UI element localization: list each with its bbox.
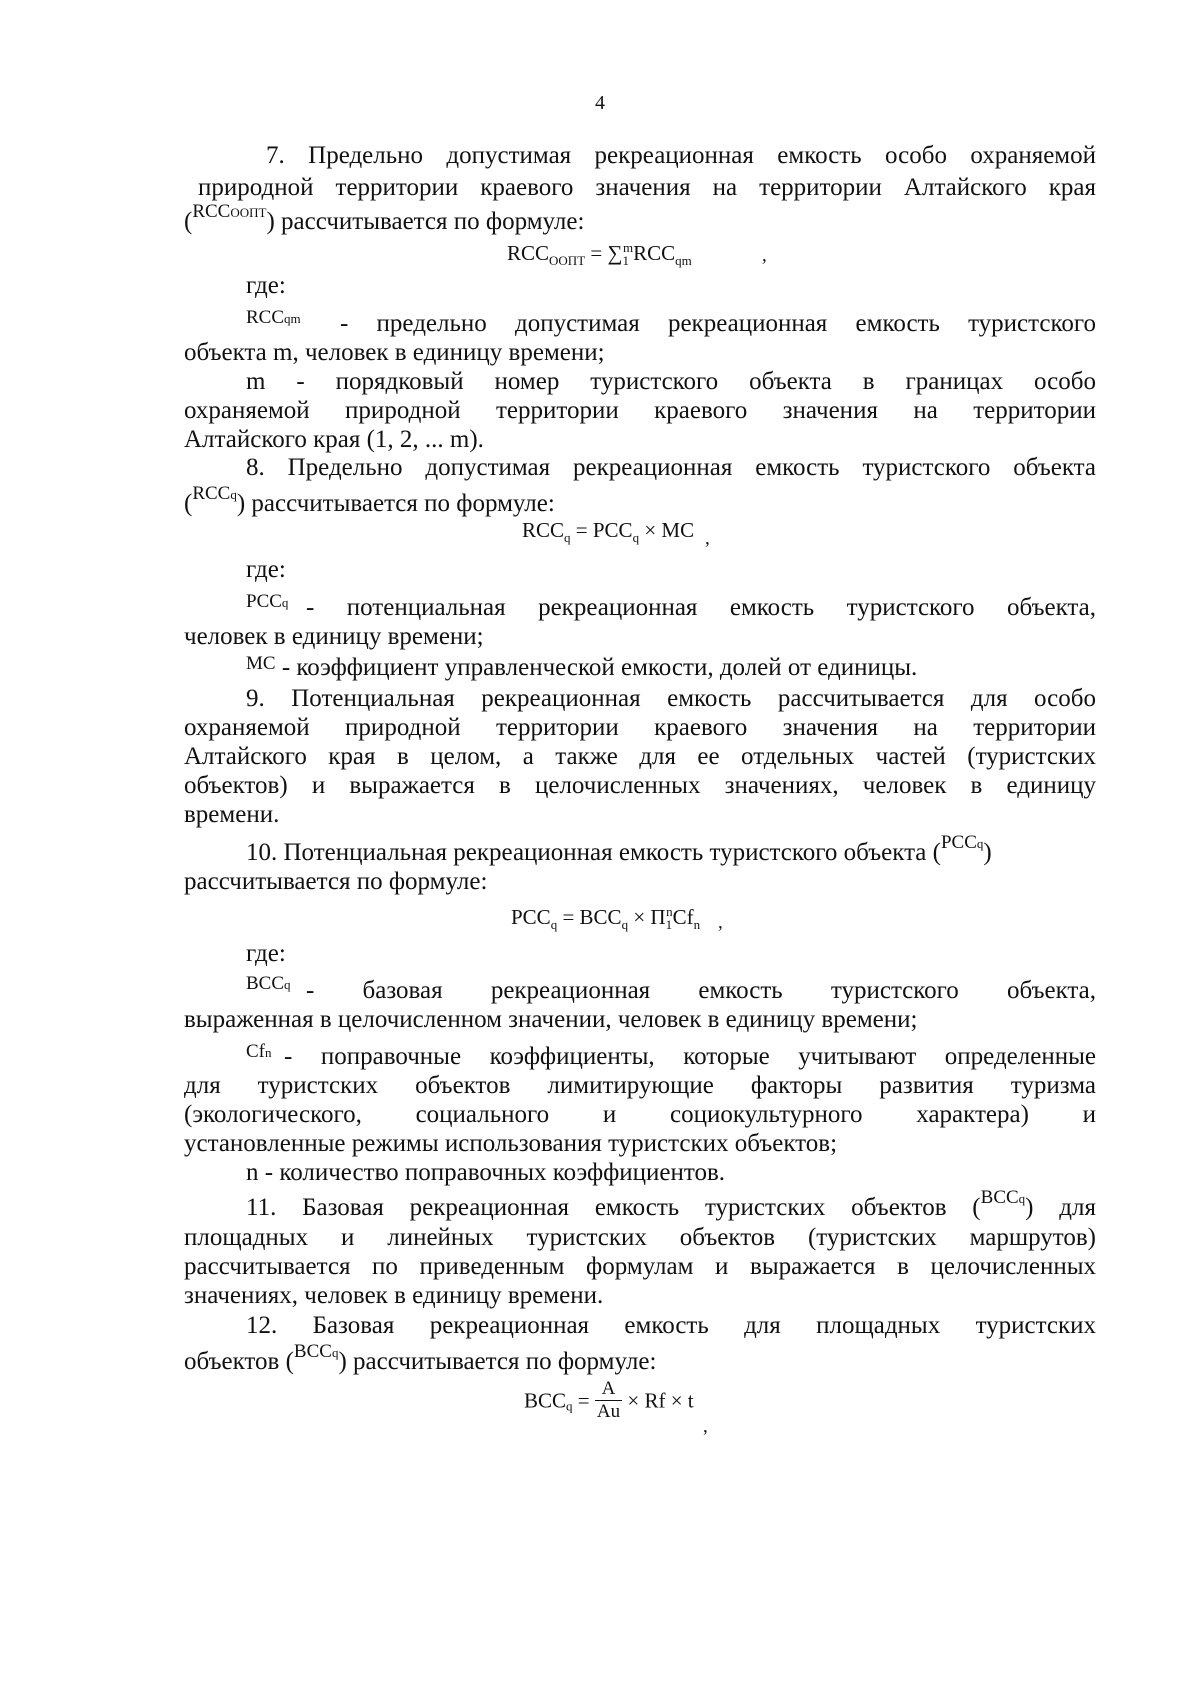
def-rccqm-line-1: - предельно допустимая рекреационная емкость туристского: [340, 310, 1096, 337]
def-bcc-line-1: - базовая рекреационная емкость туристского объекта,: [306, 977, 1096, 1004]
formula-4-comma: ,: [703, 1416, 708, 1437]
formula-2-comma: ,: [705, 528, 710, 549]
p7-line-1: 7. Предельно допустимая рекреационная емкость особо охраняемой: [266, 142, 1096, 169]
formula-3-comma: ,: [718, 912, 723, 933]
def-pcc-line-1: - потенциальная рекреационная емкость туристского объекта,: [306, 594, 1096, 621]
where-label-1: где:: [246, 272, 286, 299]
def-cf-symbol: Cfn: [246, 1041, 272, 1062]
p7-line-2: природной территории краевого значения на территории Алтайского края: [198, 174, 1096, 201]
def-m-line-2: охраняемой природной территории краевого значения на территории: [184, 397, 1096, 424]
p11-line-4: значениях, человек в единицу времени.: [184, 1282, 604, 1309]
formula-1-comma: ,: [762, 245, 767, 266]
p12-line-2: объектов (BCCq) рассчитывается по формуле:: [184, 1341, 657, 1375]
p9-line-2: охраняемой природной территории краевого значения на территории: [184, 714, 1096, 741]
formula-bcc-q: $BCC_q$ = $\frac{A}{Au}$ × Rf × t: [524, 1378, 694, 1422]
def-bcc-line-2: выраженная в целочисленном значении, человек в единицу времени;: [184, 1006, 918, 1033]
p7-line-3: (RCCООПТ) рассчитывается по формуле:: [184, 201, 585, 235]
page-number: 4: [595, 92, 605, 114]
p11-line-1: 11. Базовая рекреационная емкость туристских объектов (BCCq) для: [246, 1187, 1096, 1221]
rcc-oopt-symbol: RCC: [192, 201, 231, 222]
def-bcc-symbol: BCCq: [246, 973, 291, 994]
formula-rcc-oopt: $RCC_{ООПТ} = \sum_1^mRCC_{qm}$: [507, 240, 692, 269]
def-pcc-line-2: человек в единицу времени;: [184, 623, 484, 650]
p9-line-5: времени.: [184, 801, 280, 828]
where-label-3: где:: [246, 940, 286, 967]
p9-line-1: 9. Потенциальная рекреационная емкость рассчитывается для особо: [246, 685, 1096, 712]
def-n: n - количество поправочных коэффициентов.: [246, 1159, 726, 1186]
def-cf-line-1: - поправочные коэффициенты, которые учитывают определенные: [284, 1043, 1096, 1070]
p9-line-4: объектов) и выражается в целочисленных значениях, человек в единицу: [184, 772, 1096, 799]
p11-line-3: рассчитывается по приведенным формулам и выражается в целочисленных: [184, 1253, 1096, 1280]
def-pcc-symbol: PCCq: [246, 591, 289, 612]
def-rccqm-symbol: RCCqm: [246, 307, 301, 328]
def-cf-line-2: для туристских объектов лимитирующие факторы развития туризма: [184, 1072, 1096, 1099]
def-mc: $^{MC}$ - коэффициент управленческой емкости, долей от единицы.: [246, 653, 918, 681]
where-label-2: где:: [246, 556, 286, 583]
def-cf-line-3: (экологического, социального и социокультурного характера) и: [184, 1101, 1096, 1128]
p10-line-2: рассчитывается по формуле:: [184, 868, 488, 895]
p9-line-3: Алтайского края в целом, а также для ее отдельных частей (туристских: [184, 743, 1096, 770]
p11-line-2: площадных и линейных туристских объектов (туристских маршрутов): [184, 1224, 1096, 1251]
p12-line-1: 12. Базовая рекреационная емкость для площадных туристских: [246, 1312, 1096, 1339]
p8-line-1: 8. Предельно допустимая рекреационная емкость туристского объекта: [246, 454, 1096, 481]
def-m-line-3: Алтайского края (1, 2, ... m).: [184, 426, 484, 453]
fraction-a-over-au: $\frac{A}{Au}$: [596, 1378, 621, 1422]
def-m-line-1: m - порядковый номер туристского объекта в границах особо: [246, 368, 1096, 395]
def-cf-line-4: установленные режимы использования туристских объектов;: [184, 1130, 838, 1157]
formula-pcc-q: $PCC_q = BCC_q \times \Pi_1^nCf_n$: [511, 904, 701, 933]
scan-artifact: [888, 0, 910, 4]
p8-line-2: (RCCq) рассчитывается по формуле:: [184, 483, 555, 517]
formula-rcc-q: $RCC_q = PCC_q$ × MC: [522, 518, 695, 546]
p10-line-1: 10. Потенциальная рекреационная емкость туристского объекта (PCCq): [246, 832, 992, 866]
def-rccqm-line-2: объекта m, человек в единицу времени;: [184, 339, 605, 366]
